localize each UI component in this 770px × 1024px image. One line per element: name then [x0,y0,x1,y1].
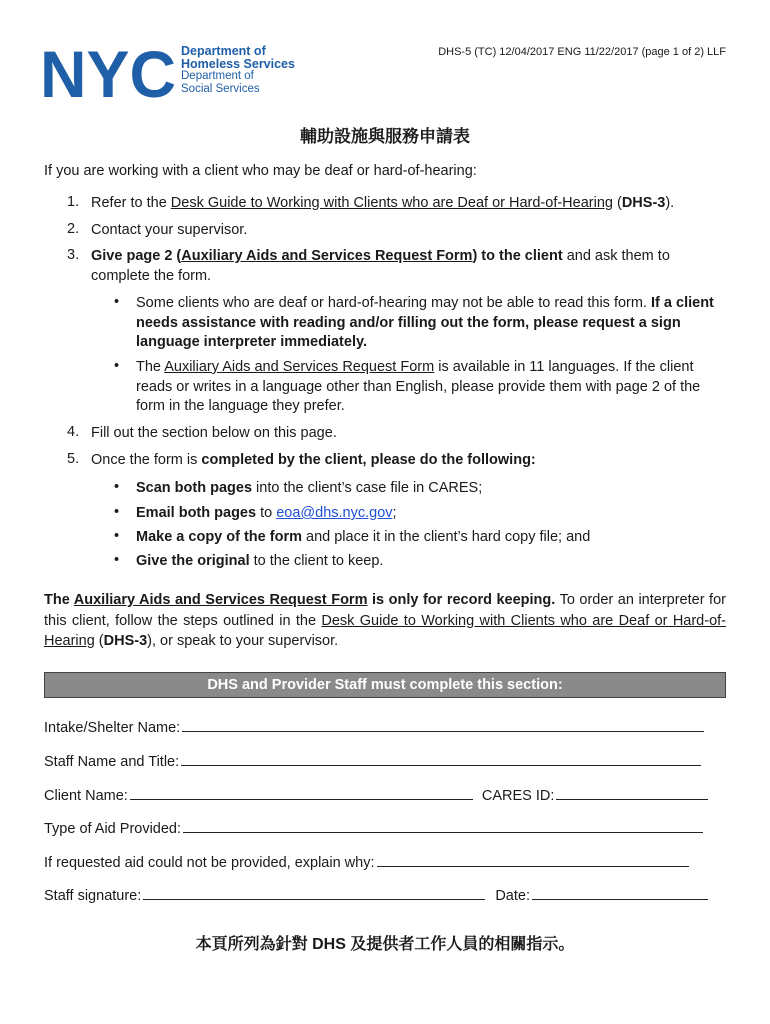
step-1-number: 1. [67,194,80,210]
bullet-1-text: Some clients who are deaf or hard-of-hearing may not be able to read this form. [136,295,652,311]
staff-name-label: Staff Name and Title: [44,754,180,770]
explain-row [44,853,689,871]
step-5-bullet-3 [136,528,726,548]
bullet-2-rest: is available in 11 languages. If the client reads or writes in a language other than English, please provide them with page 2 of the form in the language they prefer. [136,359,701,414]
step-3-number: 3. [67,247,80,263]
step-5 [91,451,711,471]
intake-shelter-input[interactable] [182,718,704,732]
step-5-text: Once the form is [91,452,202,468]
note-the: The [44,592,74,608]
step-4-number: 4. [67,424,80,440]
aid-type-input[interactable] [183,819,703,833]
step-3-bold-start: Give page 2 ( [91,248,182,264]
scan-rest: into the client’s case file in CARES; [252,480,483,496]
step-3-bullet-2 [136,358,726,417]
aid-type-label: Type of Aid Provided: [44,821,182,837]
signature-label: Staff signature: [44,888,142,904]
page-title: 輔助設施與服務申請表 [300,127,470,146]
email-mid: to [256,505,277,521]
aid-type-row [44,819,703,837]
email-bold: Email both pages [136,505,257,521]
date-input[interactable] [532,886,708,900]
step-5-bullet-2 [136,504,726,524]
cares-id-input[interactable] [556,786,708,800]
step-4: Fill out the section below on this page. [91,425,337,441]
desk-guide-link[interactable]: Desk Guide to Working with Clients who are Deaf or Hard-of-Hearing [170,195,613,211]
agency-line-4: Social Services [181,82,260,95]
client-name-row [44,786,708,804]
bullet-1-bold: If a client needs assistance with reading and/or filling out the form, please request a sign language interpreter immediately. [136,295,714,350]
scan-bold: Scan both pages [136,480,253,496]
signature-row [44,886,708,904]
agency-line-1: Department of [181,44,266,58]
agency-line-2: Homeless Services [181,56,295,71]
bullet-icon: • [114,504,120,520]
original-bold: Give the original [136,553,250,569]
email-end: ; [392,505,397,521]
step-3 [91,247,711,286]
record-keeping-note [44,590,726,652]
signature-input[interactable] [143,886,485,900]
bullet-icon: • [114,479,120,495]
staff-section-banner: DHS and Provider Staff must complete this section: [44,672,726,698]
explain-label: If requested aid could not be provided, explain why: [44,855,375,871]
copy-rest: and place it in the client’s hard copy file; and [301,529,591,545]
form-code: DHS-5 (TC) 12/04/2017 ENG 11/22/2017 (page 1 of 2) LLF [438,46,726,58]
original-rest: to the client to keep. [249,553,384,569]
step-3-rest: and ask them to complete the form. [91,248,670,284]
request-form-link-2[interactable]: Auxiliary Aids and Services Request Form [164,359,435,375]
agency-name [181,45,295,95]
step-1-end: ). [665,195,675,211]
note-text-1: To order an interpreter for this client, follow the steps outlined in the [44,592,726,629]
intake-shelter-label: Intake/Shelter Name: [44,720,181,736]
client-name-input[interactable] [130,786,473,800]
step-5-bullet-4 [136,552,726,572]
intake-shelter-row [44,718,704,736]
note-text-3: ), or speak to your supervisor. [147,633,339,649]
dhs-3-code: DHS-3 [621,195,666,211]
step-2: Contact your supervisor. [91,222,248,238]
step-5-bold: completed by the client, please do the following: [201,452,536,468]
staff-name-row [44,752,701,770]
note-bold-rest: is only for record keeping. [367,592,556,608]
bullet-icon: • [114,294,120,310]
bullet-icon: • [114,552,120,568]
explain-input[interactable] [377,853,689,867]
agency-line-3: Department of [181,70,254,82]
step-1-text: Refer to the [91,195,171,211]
step-5-number: 5. [67,451,80,467]
step-5-bullet-1 [136,479,726,499]
client-name-label: Client Name: [44,788,128,804]
note-form-link[interactable]: Auxiliary Aids and Services Request Form [73,592,368,608]
bullet-icon: • [114,528,120,544]
step-3-bold-end: ) to the client [472,248,563,264]
nyc-logo-mark: NYC [40,43,176,101]
copy-bold: Make a copy of the form [136,529,302,545]
step-2-number: 2. [67,221,80,237]
request-form-link[interactable]: Auxiliary Aids and Services Request Form [181,248,473,264]
step-1-paren: ( [612,195,622,211]
step-1 [91,194,711,214]
note-desk-guide-link[interactable]: Desk Guide to Working with Clients who are Deaf or Hard-of-Hearing [44,612,726,649]
note-code: DHS-3 [103,633,148,649]
cares-id-label: CARES ID: [481,788,555,804]
bullet-2-text: The [136,359,165,375]
bullet-icon: • [114,358,120,374]
note-text-2: ( [94,633,104,649]
intro-text: If you are working with a client who may be deaf or hard-of-hearing: [44,163,477,179]
email-link[interactable]: eoa@dhs.nyc.gov [276,505,393,521]
date-label: Date: [495,888,530,904]
step-3-bullet-1 [136,294,726,353]
staff-name-input[interactable] [181,752,701,766]
footer-note: 本頁所列為針對 DHS 及提供者工作人員的相關指示。 [195,936,575,953]
